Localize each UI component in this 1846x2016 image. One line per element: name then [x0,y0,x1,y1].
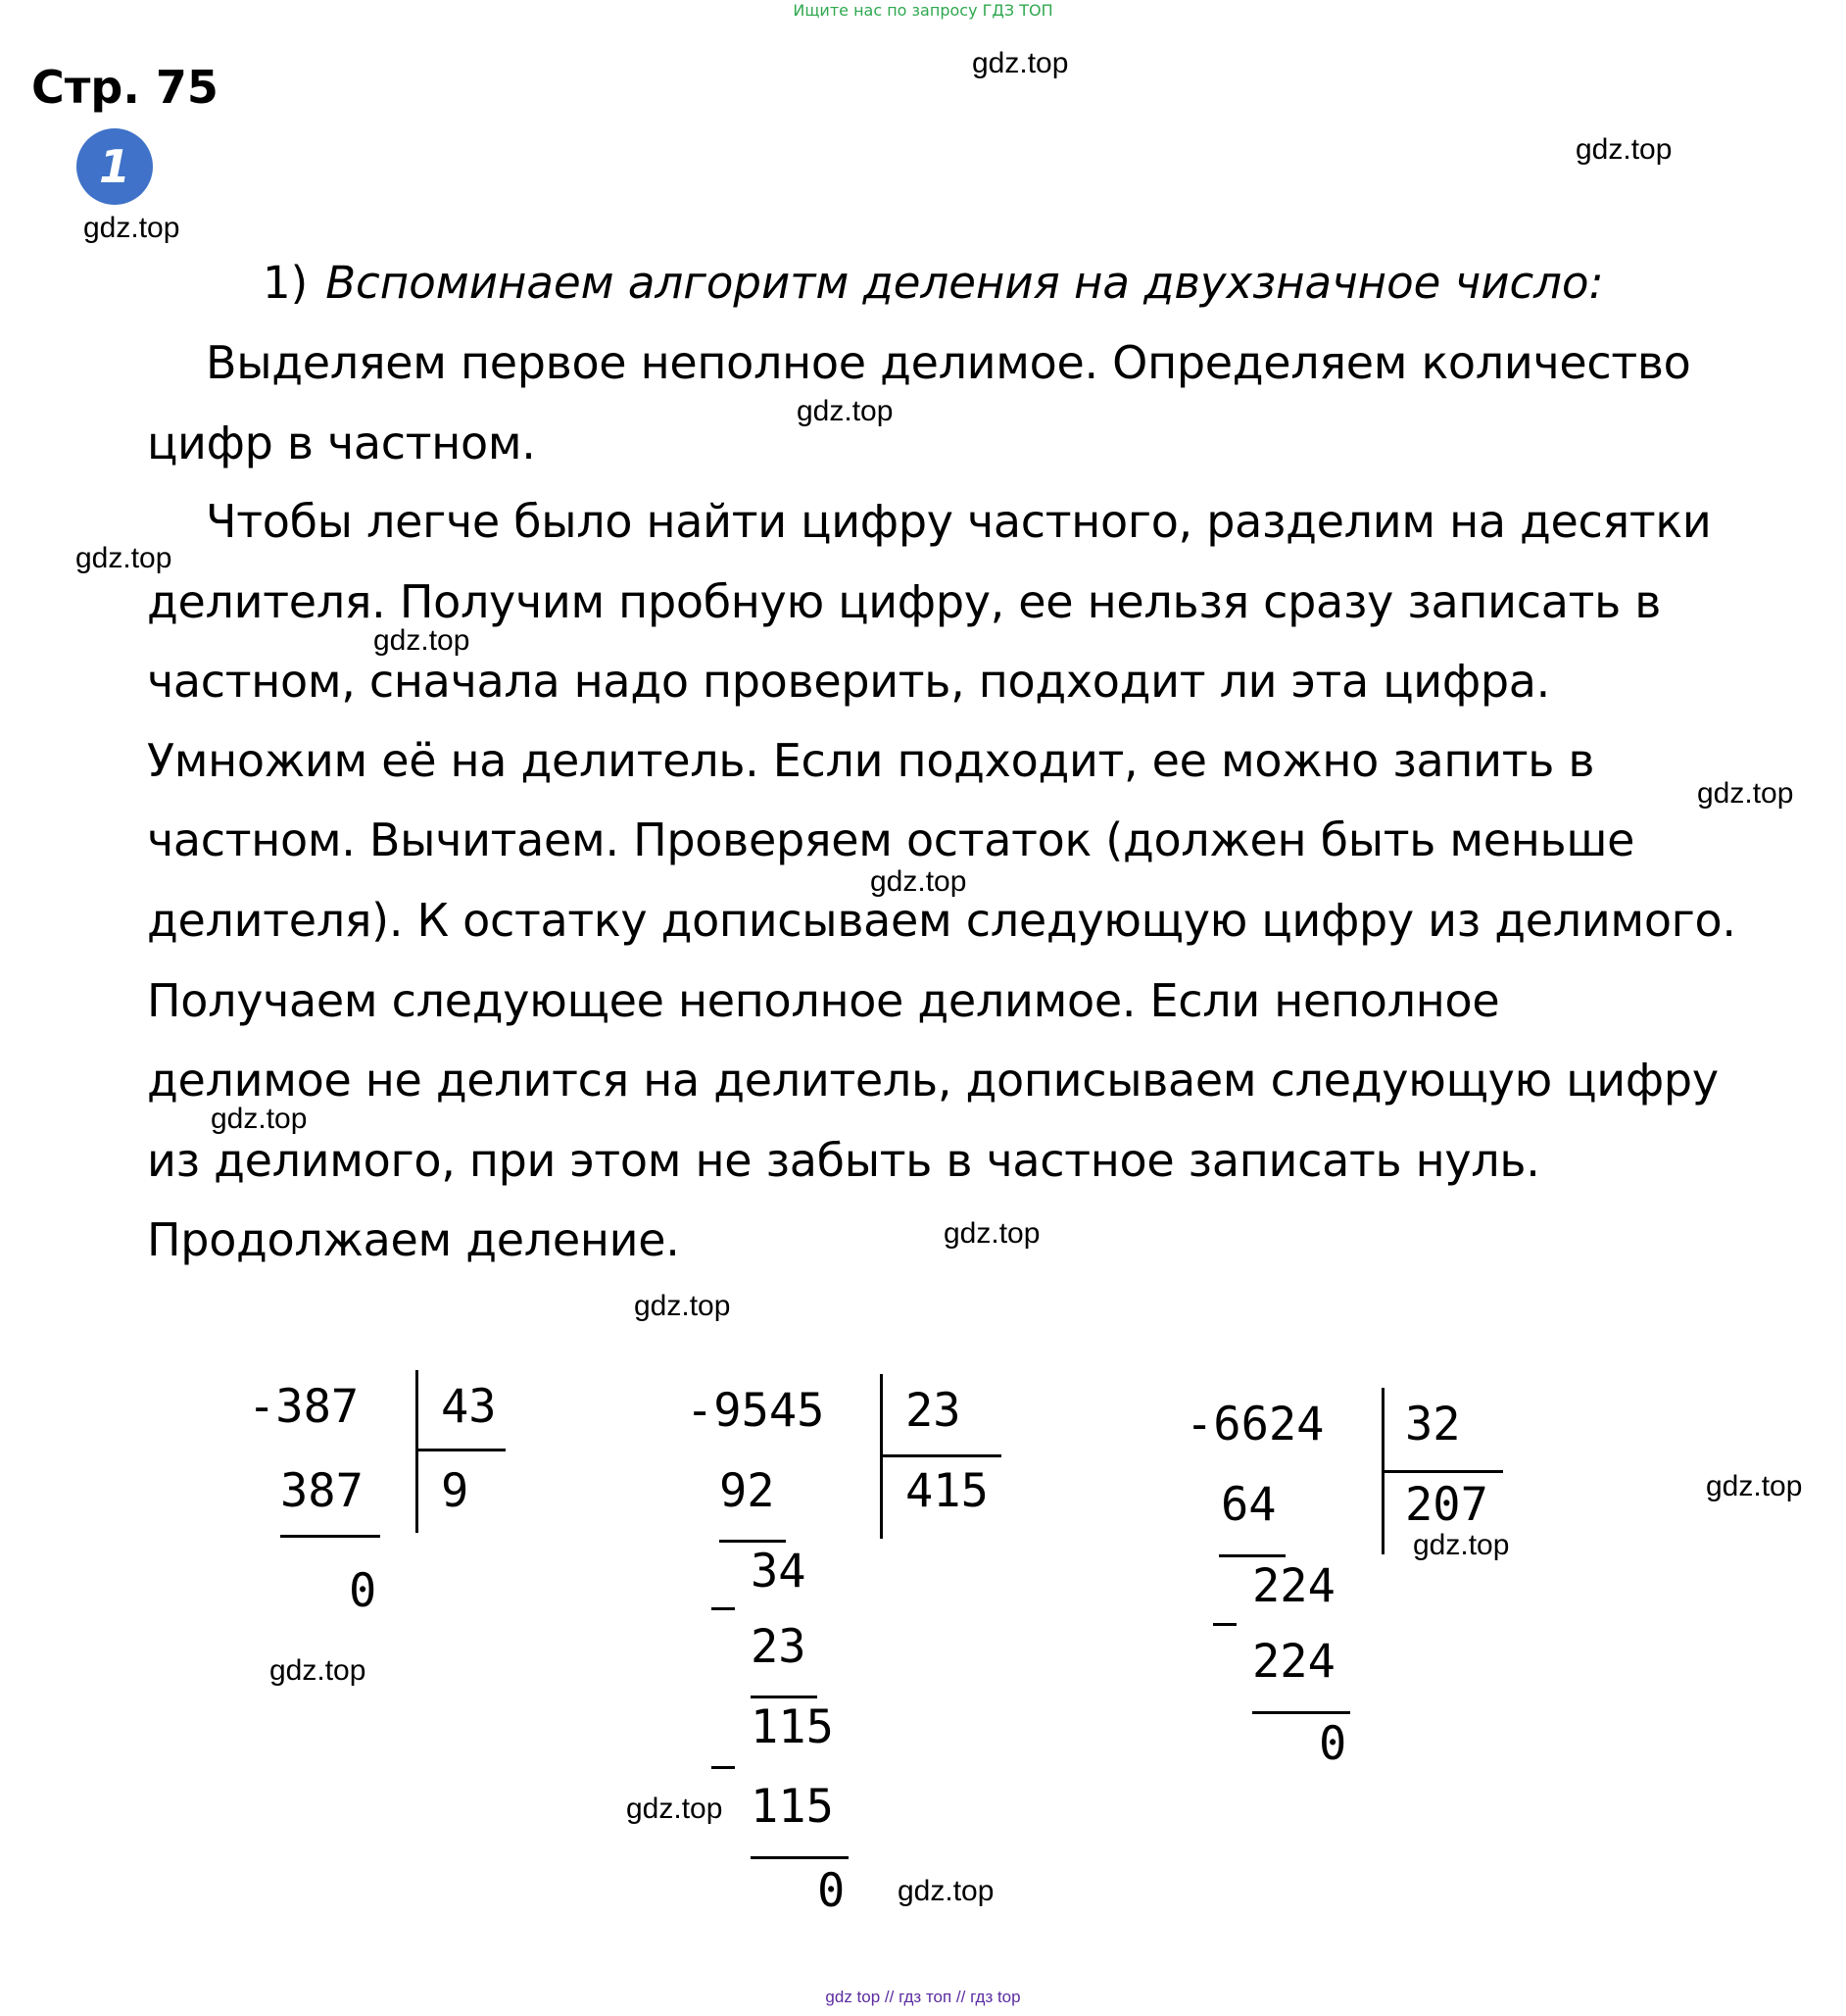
division-bracket-horizontal [415,1449,506,1451]
minus-sign [711,1766,735,1769]
watermark: gdz.top [1706,1470,1803,1502]
paragraph-line: частном, сначала надо проверить, подходит ли эта цифра. [147,655,1550,708]
division-bracket-vertical [415,1370,418,1533]
remainder: 0 [349,1564,377,1618]
paragraph-line: цифр в частном. [147,417,536,469]
footer-links: gdz top // гдз топ // гдз top [825,1988,1021,2006]
paragraph-line: делителя. Получим пробную цифру, ее нельзя сразу записать в [147,575,1662,628]
paragraph-line: делителя). К остатку дописываем следующую цифру из делимого. [147,894,1736,947]
paragraph-line: Продолжаем деление. [147,1213,680,1266]
watermark: gdz.top [626,1793,723,1825]
watermark: gdz.top [944,1217,1041,1250]
subtraction-line [751,1696,817,1698]
top-banner: Ищите нас по запросу ГДЗ ТОП [793,1,1053,20]
dividend: -9545 [686,1384,825,1438]
subtraction-line [719,1540,786,1543]
division-bracket-horizontal [1382,1470,1503,1473]
section-heading [263,257,1604,309]
minus-sign [1213,1623,1237,1626]
dividend: -6624 [1186,1398,1325,1451]
quotient: 9 [441,1464,469,1518]
paragraph-line: из делимого, при этом не забыть в частное записать нуль. [147,1134,1540,1187]
watermark: gdz.top [75,542,172,574]
partial-dividend: 34 [751,1545,806,1598]
divisor: 23 [905,1384,961,1438]
divisor: 43 [441,1380,497,1434]
watermark: gdz.top [870,865,967,898]
watermark: gdz.top [83,212,180,244]
watermark: gdz.top [211,1103,308,1135]
subtraction-line [280,1535,380,1538]
watermark: gdz.top [898,1875,995,1907]
minus-sign [711,1607,735,1610]
quotient: 207 [1405,1478,1488,1532]
partial-dividend: 115 [751,1700,834,1754]
quotient: 415 [905,1464,989,1518]
watermark: gdz.top [1697,777,1794,810]
partial-product: 64 [1221,1478,1277,1532]
watermark: gdz.top [269,1654,366,1687]
page-title: Стр. 75 [31,61,219,114]
remainder: 0 [1319,1717,1347,1771]
heading-text: Вспоминаем алгоритм деления на двухзначное число: [325,257,1604,309]
dividend: -387 [248,1380,360,1434]
watermark: gdz.top [373,624,470,657]
division-bracket-horizontal [880,1454,1001,1457]
task-number-badge: 1 [76,128,153,205]
paragraph-line: делимое не делится на делитель, дописываем следующую цифру [147,1054,1719,1106]
partial-product: 92 [719,1464,775,1518]
watermark: gdz.top [972,47,1069,79]
watermark: gdz.top [797,395,894,427]
watermark: gdz.top [1413,1529,1510,1561]
partial-product: 387 [280,1464,364,1518]
subtraction-line [1219,1554,1286,1557]
paragraph-line: Получаем следующее неполное делимое. Если неполное [147,974,1500,1027]
paragraph-line: Чтобы легче было найти цифру частного, разделим на десятки [206,495,1712,548]
heading-number: 1) [263,257,309,309]
partial-product: 115 [751,1780,834,1834]
partial-product: 23 [751,1620,806,1674]
subtraction-line [1252,1711,1350,1714]
subtraction-line [751,1856,849,1859]
remainder: 0 [817,1864,846,1918]
paragraph-line: частном. Вычитаем. Проверяем остаток (должен быть меньше [147,813,1635,866]
paragraph-line: Выделяем первое неполное делимое. Определяем количество [206,336,1691,389]
divisor: 32 [1405,1398,1461,1451]
paragraph-line: Умножим её на делитель. Если подходит, ее можно запить в [147,734,1595,787]
watermark: gdz.top [634,1290,731,1322]
partial-dividend: 224 [1252,1559,1336,1613]
partial-product: 224 [1252,1635,1336,1689]
watermark: gdz.top [1576,133,1673,166]
